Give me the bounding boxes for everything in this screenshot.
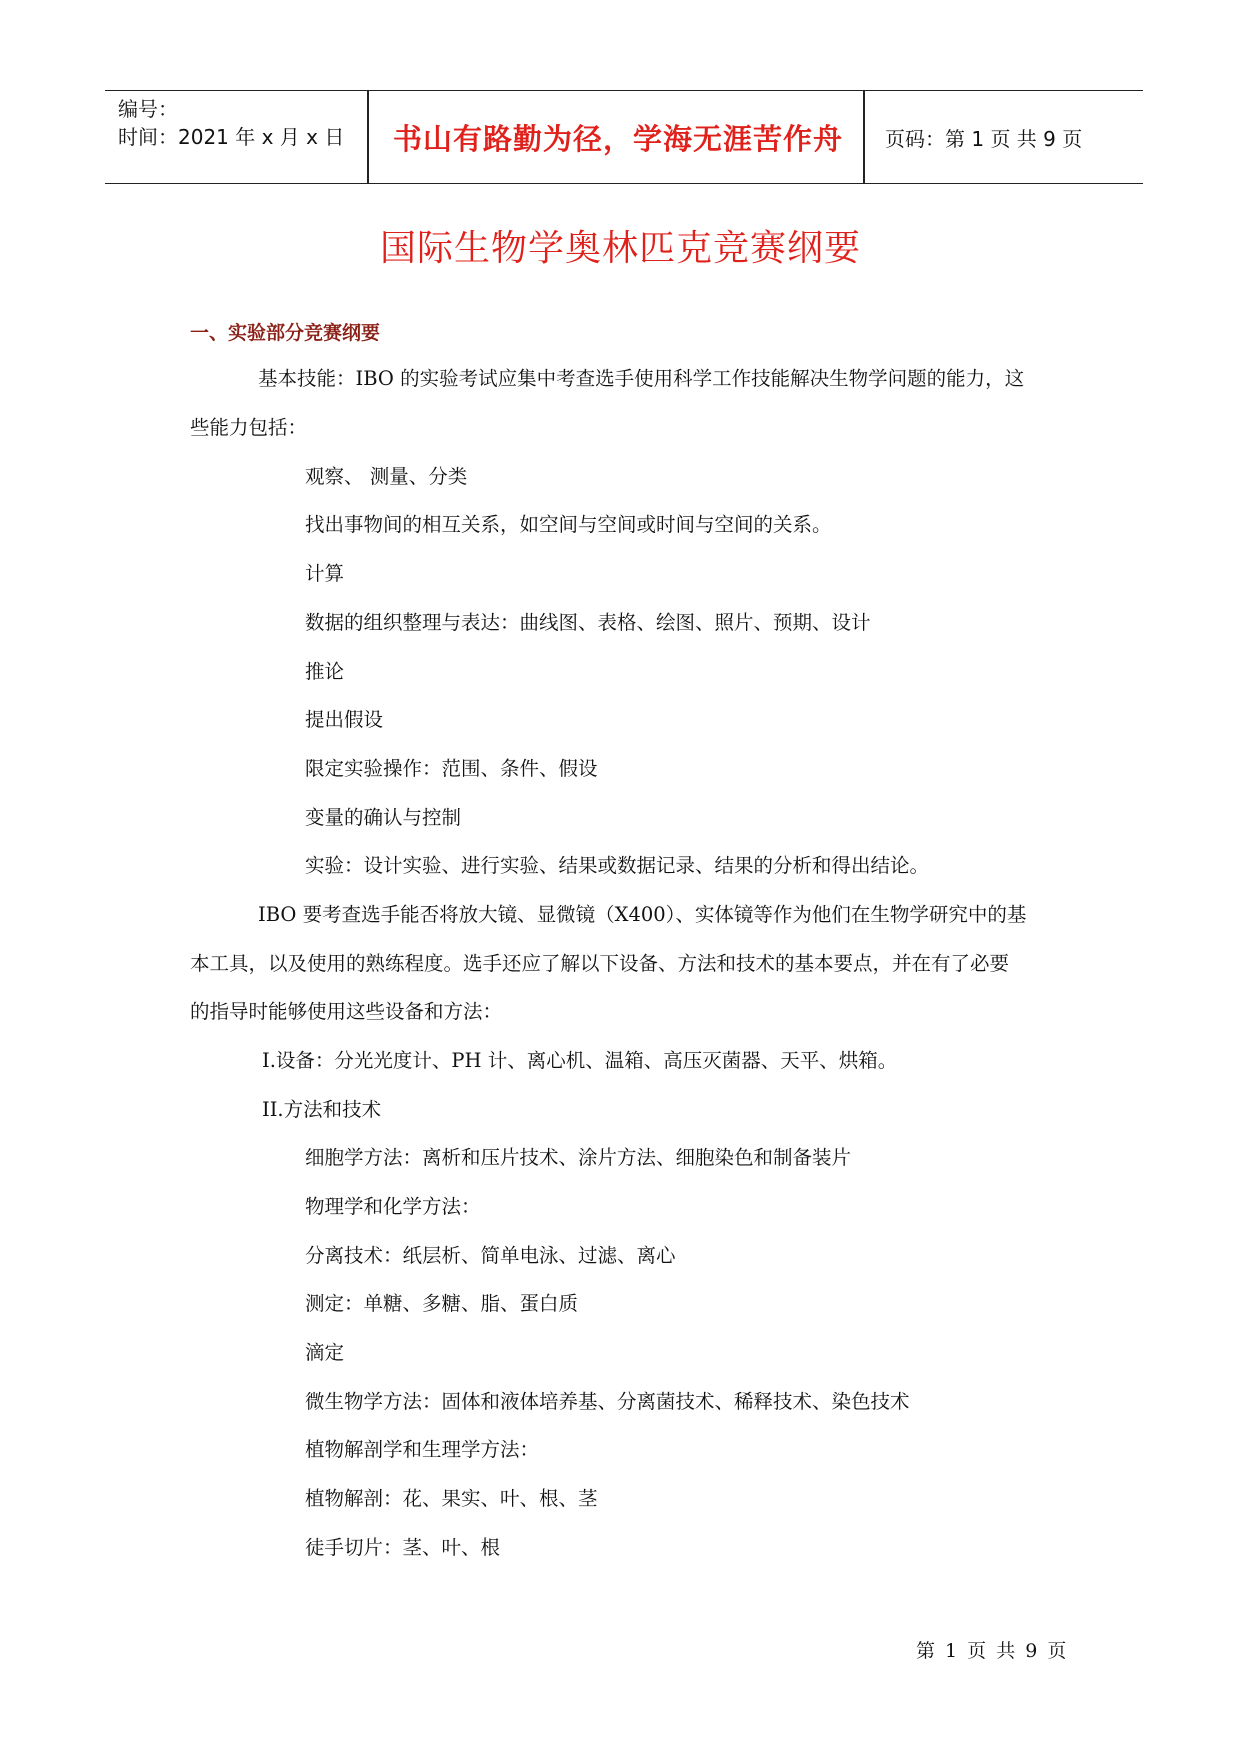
method-item: 分离技术：纸层析、简单电泳、过滤、离心 [305,1244,676,1267]
method-item: 植物解剖：花、果实、叶、根、茎 [305,1487,598,1510]
tools-paragraph-line: 的指导时能够使用这些设备和方法： [190,1000,503,1023]
header-motto: 书山有路勤为径，学海无涯苦作舟 [392,121,843,156]
method-item: 徒手切片：茎、叶、根 [305,1536,501,1559]
skill-item: 数据的组织整理与表达：曲线图、表格、绘图、照片、预期、设计 [305,611,871,634]
document-title: 国际生物学奥林匹克竞赛纲要 [379,228,861,269]
method-item: 微生物学方法：固体和液体培养基、分离菌技术、稀释技术、染色技术 [305,1390,910,1413]
skill-item: 找出事物间的相互关系，如空间与空间或时间与空间的关系。 [305,513,832,536]
intro-paragraph-line: 基本技能：IBO 的实验考试应集中考查选手使用科学工作技能解决生物学问题的能力，这 [258,367,1025,390]
method-item: 滴定 [305,1341,345,1364]
methods-heading: II.方法和技术 [262,1098,382,1121]
method-item: 物理学和化学方法： [305,1195,481,1218]
method-item: 测定：单糖、多糖、脂、蛋白质 [305,1292,579,1315]
number-label: 编号： [118,97,178,121]
method-item: 植物解剖学和生理学方法： [305,1438,540,1461]
skill-item: 推论 [305,660,345,683]
intro-paragraph-line: 些能力包括： [190,416,308,439]
header-divider [367,91,369,183]
method-item: 细胞学方法：离析和压片技术、涂片方法、细胞染色和制备装片 [305,1146,852,1169]
skill-item: 提出假设 [305,708,384,731]
tools-paragraph-line: IBO 要考查选手能否将放大镜、显微镜（X400）、实体镜等作为他们在生物学研究中的基 [258,903,1027,926]
skill-item: 实验：设计实验、进行实验、结果或数据记录、结果的分析和得出结论。 [305,854,930,877]
skill-item: 计算 [305,562,345,585]
header-meta [118,95,344,151]
equipment-line: I.设备：分光光度计、PH 计、离心机、温箱、高压灭菌器、天平、烘箱。 [262,1049,898,1072]
page-footer: 第 1 页 共 9 页 [916,1640,1067,1662]
skill-item: 限定实验操作：范围、条件、假设 [305,757,598,780]
header-page-info: 页码：第 1 页 共 9 页 [885,126,1083,151]
skill-item: 变量的确认与控制 [305,806,462,829]
header-table [105,90,1143,184]
skill-item: 观察、 测量、分类 [305,465,468,488]
time-label: 时间：2021 年 x 月 x 日 [118,125,345,149]
tools-paragraph-line: 本工具，以及使用的熟练程度。选手还应了解以下设备、方法和技术的基本要点，并在有了必要 [190,952,1010,975]
section-heading: 一、实验部分竞赛纲要 [190,322,381,344]
